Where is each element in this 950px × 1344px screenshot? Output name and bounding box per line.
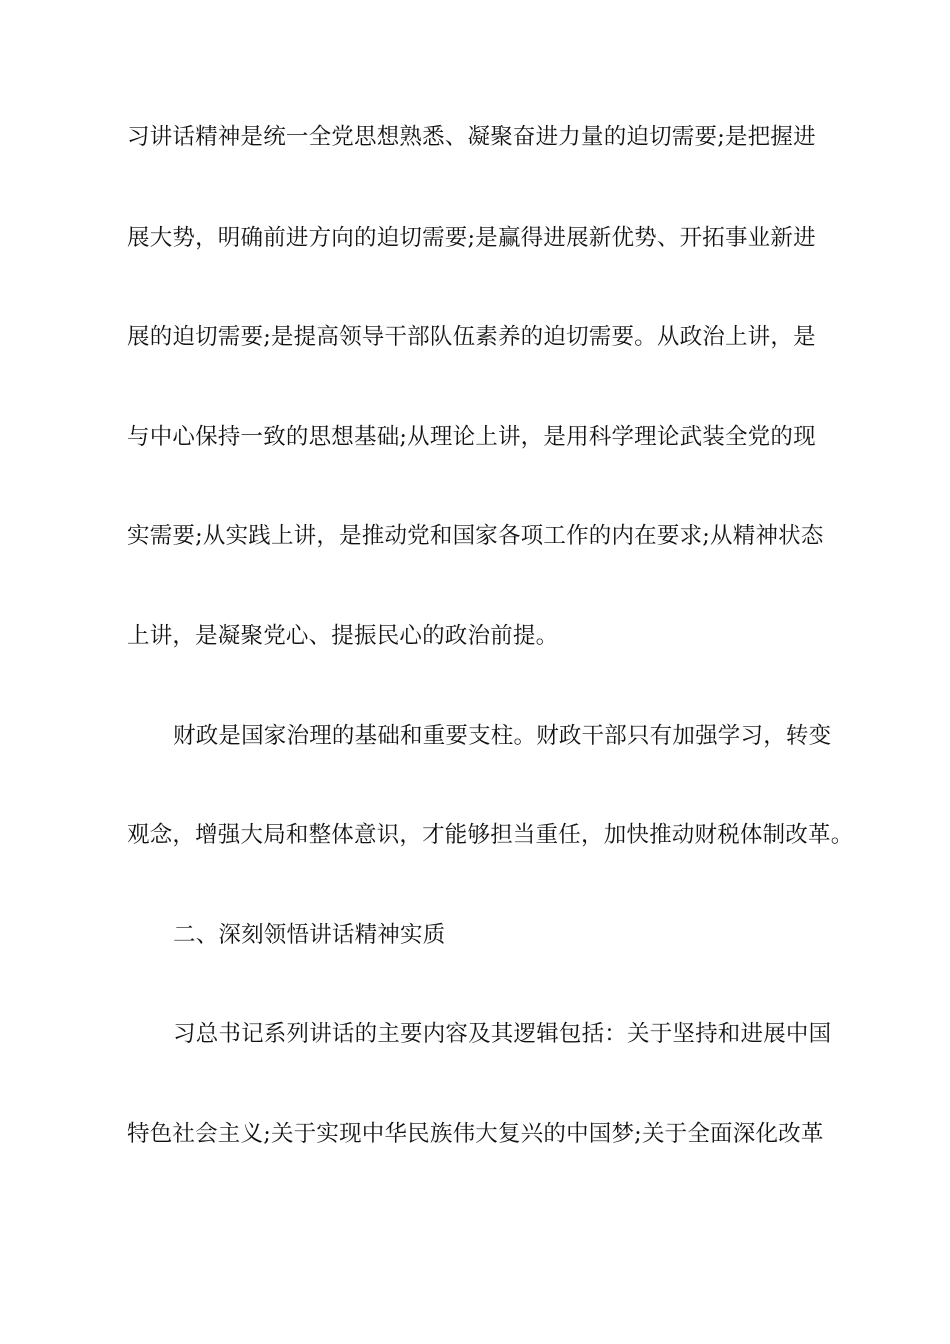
paragraph-line-11: 特色社会主义;关于实现中华民族伟大复兴的中国梦;关于全面深化改革 <box>127 1121 824 1147</box>
paragraph-line-5: 实需要;从实践上讲，是推动党和国家各项工作的内在要求;从精神状态 <box>127 523 824 549</box>
paragraph-line-2: 展大势，明确前进方向的迫切需要;是赢得进展新优势、开拓事业新进 <box>127 225 816 251</box>
paragraph-line-10: 习总书记系列讲话的主要内容及其逻辑包括：关于坚持和进展中国 <box>173 1021 832 1047</box>
paragraph-line-3: 展的迫切需要;是提高领导干部队伍素养的迫切需要。从政治上讲，是 <box>127 324 816 350</box>
paragraph-line-8: 观念，增强大局和整体意识，才能够担当重任，加快推动财税体制改革。 <box>127 822 854 848</box>
paragraph-line-1: 习讲话精神是统一全党思想熟悉、凝聚奋进力量的迫切需要;是把握进 <box>127 124 816 150</box>
paragraph-line-4: 与中心保持一致的思想基础;从理论上讲，是用科学理论武装全党的现 <box>127 424 816 450</box>
paragraph-line-7: 财政是国家治理的基础和重要支柱。财政干部只有加强学习，转变 <box>173 723 832 749</box>
section-heading: 二、深刻领悟讲话精神实质 <box>173 922 446 948</box>
paragraph-line-6: 上讲，是凝聚党心、提振民心的政治前提。 <box>127 623 559 649</box>
